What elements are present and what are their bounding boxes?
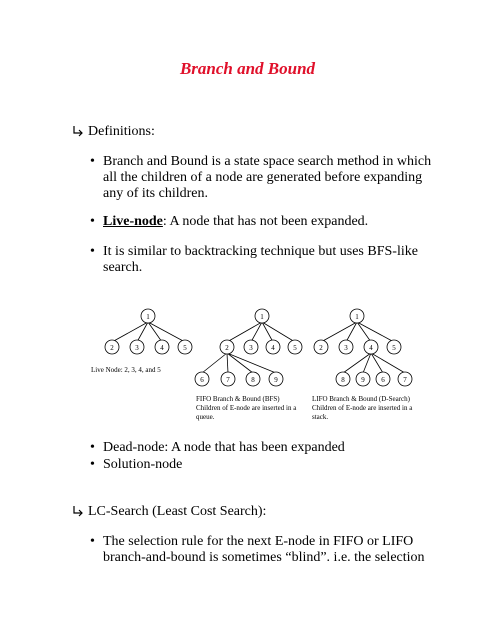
- dead-node-bullet: [90, 440, 433, 456]
- solution-node-text: Solution-node: [103, 457, 183, 472]
- tree-figure: [92, 302, 442, 392]
- fifo-caption: FIFO Branch & Bound (BFS) Children of E-node are inserted in a queue.: [196, 395, 297, 421]
- dead-node-text: Dead-node: A node that has been expanded: [103, 440, 345, 455]
- tree3-child-label: 4: [369, 344, 373, 352]
- tree1-child-label: 4: [160, 344, 164, 352]
- definition-text-2: A node that has not been expanded.: [169, 214, 369, 229]
- tree3-child-label: 3: [344, 344, 348, 352]
- definition-text-1: Branch and Bound is a state space search method in which all the children of a node are generated before expanding any of its children.: [103, 154, 432, 201]
- definitions-heading-text: Definitions:: [88, 124, 155, 139]
- live-node-term: Live-node: [103, 214, 163, 229]
- lc-search-bullet: [90, 534, 433, 566]
- tree2-grandchild-label: 7: [226, 376, 230, 384]
- hook-arrow-icon: [71, 125, 85, 139]
- solution-node-bullet: [90, 457, 433, 473]
- page-title: Branch and Bound: [179, 59, 316, 78]
- tree1-root-label: 1: [146, 313, 150, 321]
- definition-bullet-2: [90, 214, 433, 230]
- tree1-child-label: 5: [183, 344, 187, 352]
- definition-text-3: It is similar to backtracking technique but uses BFS-like search.: [103, 244, 418, 275]
- tree-1: [105, 309, 192, 354]
- lc-search-heading-text: LC-Search (Least Cost Search):: [88, 504, 267, 519]
- tree2-grandchild-label: 9: [274, 376, 278, 384]
- hook-arrow-icon: [71, 505, 85, 519]
- tree1-child-label: 3: [135, 344, 139, 352]
- bullet-dot: •: [90, 214, 95, 229]
- definition-bullet-1: [90, 154, 433, 202]
- tree3-grandchild-label: 8: [341, 376, 345, 384]
- tree3-child-label: 2: [319, 344, 323, 352]
- lc-search-heading: [88, 504, 266, 520]
- lifo-caption: LIFO Branch & Bound (D-Search) Children of E-node are inserted in a stack.: [312, 395, 413, 421]
- tree2-root-label: 1: [260, 313, 264, 321]
- tree2-grandchild-label: 8: [251, 376, 255, 384]
- tree1-child-label: 2: [110, 344, 114, 352]
- tree2-child-label: 3: [249, 344, 253, 352]
- tree-3: [314, 309, 412, 386]
- tree2-child-label: 5: [293, 344, 297, 352]
- tree2-grandchild-label: 6: [200, 376, 204, 384]
- bullet-dot: •: [90, 534, 95, 549]
- live-node-caption: Live Node: 2, 3, 4, and 5: [91, 366, 161, 374]
- bullet-dot: •: [90, 244, 95, 259]
- tree3-child-label: 5: [392, 344, 396, 352]
- bullet-dot: •: [90, 154, 95, 169]
- bullet-dot: •: [90, 457, 95, 472]
- tree3-grandchild-label: 7: [403, 376, 407, 384]
- tree-2: [195, 309, 302, 386]
- tree3-grandchild-label: 6: [381, 376, 385, 384]
- live-node-colon: :: [162, 214, 167, 229]
- tree2-child-label: 2: [225, 344, 229, 352]
- tree3-grandchild-label: 9: [361, 376, 365, 384]
- tree2-child-label: 4: [271, 344, 275, 352]
- lc-search-text: The selection rule for the next E-node in FIFO or LIFO branch-and-bound is sometimes “blind”. i.e. the selection: [103, 534, 425, 565]
- definitions-heading: [88, 124, 155, 140]
- bullet-dot: •: [90, 440, 95, 455]
- tree3-root-label: 1: [355, 313, 359, 321]
- definition-bullet-3: [90, 244, 433, 276]
